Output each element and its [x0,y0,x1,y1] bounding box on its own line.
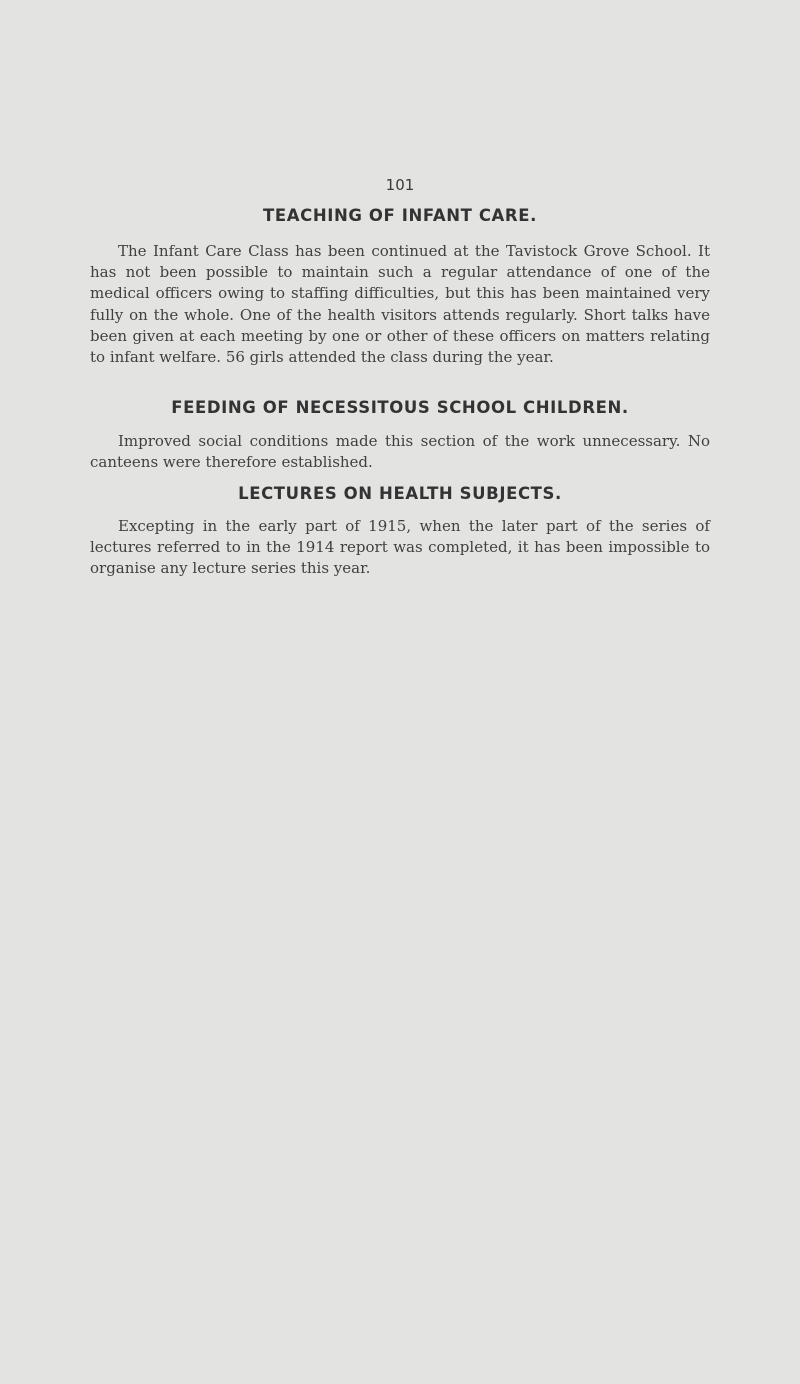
section-body-infant-care: The Infant Care Class has been continued at the Tavistock Grove School. It has not been possible to maintain such a regular attendance of one of the medical officers owing to staffing difficulties, but this has been maintained very fully on the whole. One of the health visitors attends regularly. Short talks have been given at each meeting by one or other of these officers on matters relating to infant welfare. 56 girls attended the class during the year. [90,242,710,367]
section-heading-feeding: FEEDING OF NECESSITOUS SCHOOL CHILDREN. [171,398,629,417]
page-number: 101 [385,176,415,194]
section-body-lectures: Excepting in the early part of 1915, when the later part of the series of lectures referred to in the 1914 report was completed, it has been impossible to organise any lecture series this year. [90,517,710,578]
section-body-feeding: Improved social conditions made this section of the work unnecessary. No canteens were therefore established. [90,432,710,472]
section-heading-infant-care: TEACHING OF INFANT CARE. [263,206,537,225]
section-heading-lectures: LECTURES ON HEALTH SUBJECTS. [238,484,562,503]
